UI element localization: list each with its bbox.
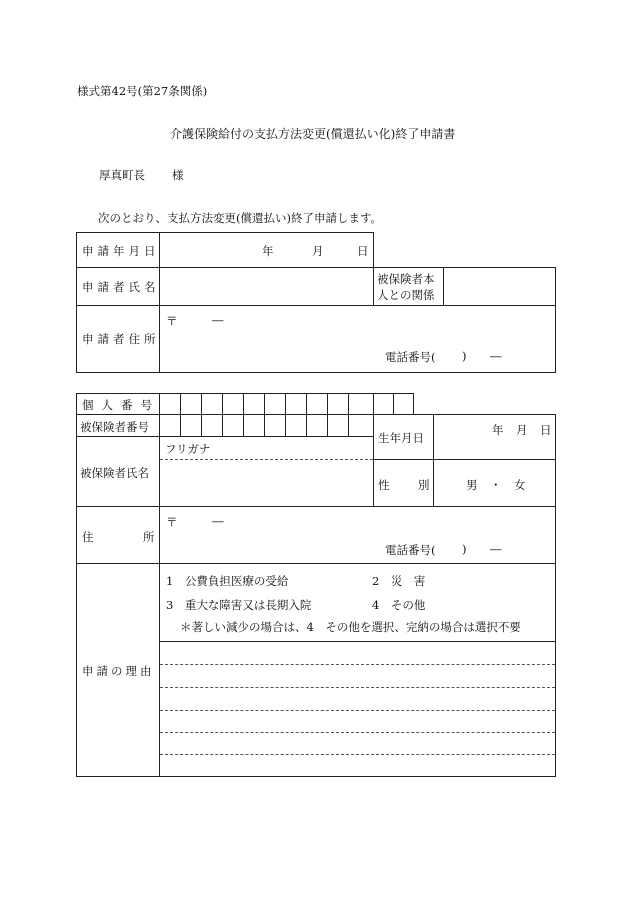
document-title: 介護保険給付の支払方法変更(償還払い化)終了申請書 (170, 127, 456, 141)
reason-option-1[interactable]: 1 公費負担医療の受給 (166, 574, 289, 588)
birth-year-label: 年 (492, 423, 504, 437)
reason-option-2[interactable]: 2 災 害 (372, 574, 426, 588)
insured-number-field[interactable] (161, 416, 372, 435)
applicant-name-label: 申請者氏名 (82, 280, 160, 294)
phone-dash: ― (490, 542, 502, 556)
reason-detail-field[interactable] (161, 643, 553, 774)
birth-month-label: 月 (516, 423, 528, 437)
birth-date-label: 生年月日 (378, 431, 424, 445)
applicant-address-field[interactable] (161, 307, 553, 370)
phone-close: ) (462, 542, 467, 556)
postal-dash: ― (212, 313, 224, 327)
relation-field[interactable] (445, 269, 553, 303)
sex-separator: ・ (490, 478, 502, 492)
address-field[interactable] (161, 508, 553, 561)
reason-note: ＊著しい減少の場合は、4 その他を選択、完納の場合は選択不要 (180, 620, 521, 634)
honorific: 様 (172, 168, 184, 182)
birth-date-field[interactable] (435, 416, 553, 458)
form-number: 様式第42号(第27条関係) (77, 84, 208, 98)
sex-male-option[interactable]: 男 (466, 478, 478, 492)
relation-label-line1: 被保険者本 (377, 272, 435, 286)
sex-female-option[interactable]: 女 (514, 478, 526, 492)
phone-label: 電話番号( (385, 543, 436, 557)
application-date-field[interactable] (161, 234, 371, 266)
address-label-part2: 所 (143, 530, 155, 544)
relation-label-line2: 人との関係 (377, 288, 435, 302)
postal-mark: 〒 (166, 515, 178, 529)
reason-option-3[interactable]: 3 重大な障害又は長期入院 (166, 598, 312, 612)
addressee: 厚真町長 (99, 168, 145, 182)
phone-close: ) (462, 349, 467, 363)
sex-label-part1: 性 (378, 478, 390, 492)
date-day-label: 日 (357, 244, 369, 258)
sex-label-part2: 別 (418, 478, 430, 492)
furigana-label: フリガナ (165, 442, 211, 456)
insured-name-label: 被保険者氏名 (80, 466, 149, 480)
date-month-label: 月 (312, 244, 324, 258)
address-label-part1: 住 (82, 530, 94, 544)
reason-option-4[interactable]: 4 その他 (372, 598, 426, 612)
phone-dash: ― (490, 349, 502, 363)
reason-label: 申請の理由 (82, 664, 155, 678)
postal-dash: ― (212, 514, 224, 528)
intro-text: 次のとおり、支払方法変更(償還払い)終了申請します。 (98, 211, 383, 225)
insured-number-label: 被保険者番号 (80, 420, 149, 434)
phone-label: 電話番号( (385, 350, 436, 364)
postal-mark: 〒 (166, 314, 178, 328)
applicant-name-field[interactable] (161, 269, 371, 303)
applicant-address-label: 申請者住所 (82, 332, 160, 346)
date-year-label: 年 (262, 244, 274, 258)
application-date-label: 申請年月日 (82, 244, 160, 258)
personal-number-field[interactable] (161, 395, 412, 413)
furigana-field[interactable] (220, 438, 370, 457)
birth-day-label: 日 (540, 423, 552, 437)
insured-name-field[interactable] (161, 461, 372, 504)
personal-number-label: 個人番号 (82, 398, 160, 412)
